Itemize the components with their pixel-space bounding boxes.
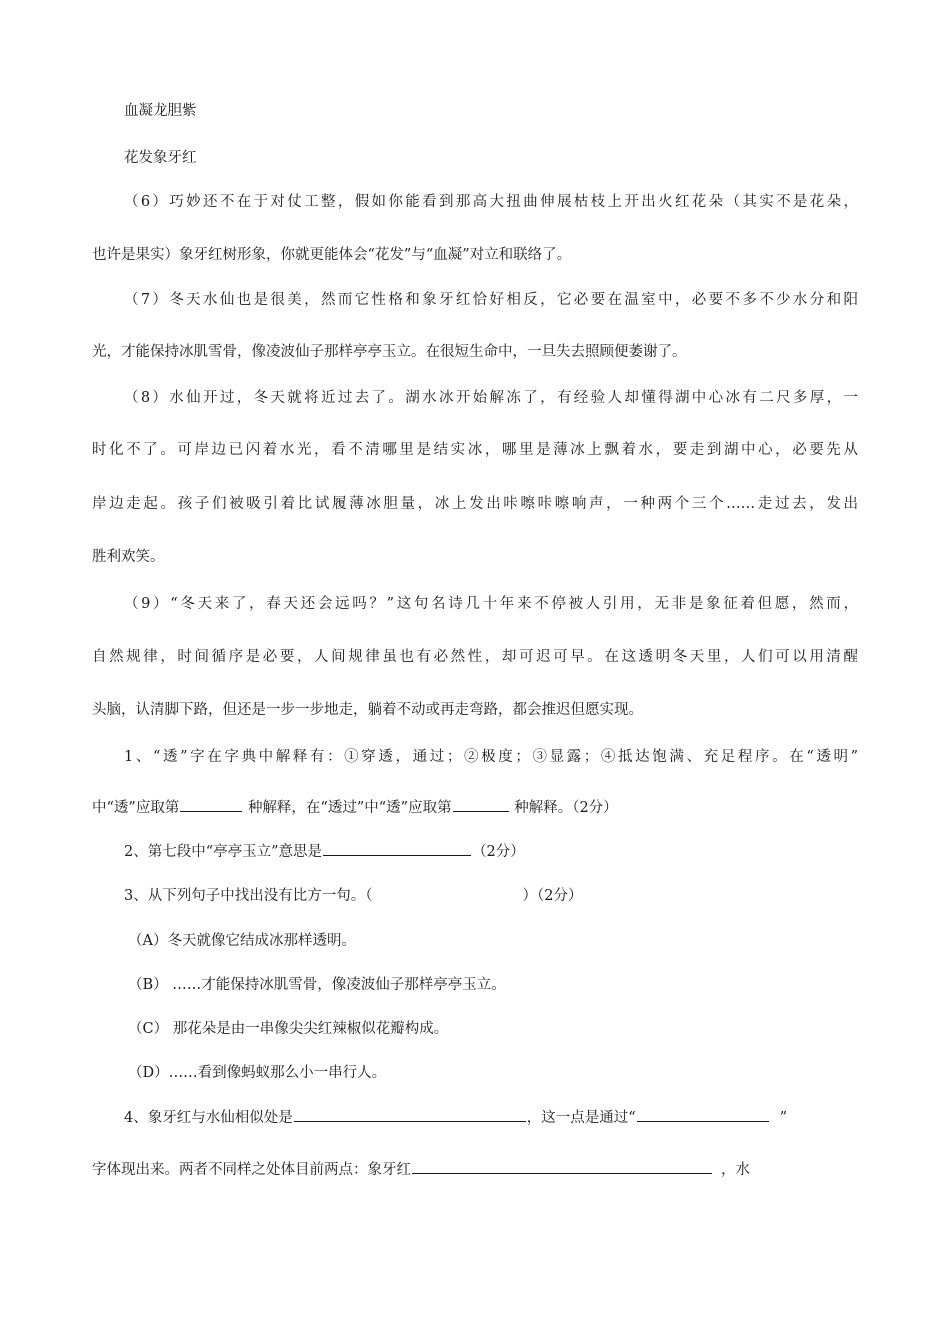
paragraph-7-line-1: （7）冬天水仙也是很美，然而它性格和象牙红恰好相反，它必要在温室中，必要不多不少水分和阳 xyxy=(124,292,858,308)
question-1-text-a: 中“透”应取第 xyxy=(92,800,180,816)
question-2 xyxy=(124,840,858,864)
question-4-text-e: ，水 xyxy=(721,1162,750,1178)
question-4-text-d: 字体现出来。两者不同样之处体目前两点：象牙红 xyxy=(92,1162,411,1178)
question-3-text-a: 3、从下列句子中找出没有比方一句。（ xyxy=(124,888,373,904)
question-4-text-b: ，这一点是通过“ xyxy=(526,1110,636,1126)
question-1-blank-2[interactable] xyxy=(453,796,509,812)
question-1-blank-1[interactable] xyxy=(180,796,242,812)
paragraph-9-line-3: 头脑，认清脚下路，但还是一步一步地走，躺着不动或再走弯路，都会推迟但愿实现。 xyxy=(92,702,643,718)
poem-line-2: 花发象牙红 xyxy=(124,150,197,166)
question-4-blank-2[interactable] xyxy=(637,1106,769,1122)
question-4-blank-1[interactable] xyxy=(294,1106,526,1122)
question-1-text-c: 种解释。（2分） xyxy=(514,800,618,816)
question-4-text-c: ” xyxy=(779,1110,788,1126)
question-3 xyxy=(124,884,858,908)
question-4-blank-3[interactable] xyxy=(412,1158,712,1174)
paragraph-7-line-2: 光，才能保持冰肌雪骨，像凌波仙子那样亭亭玉立。在很短生命中，一旦失去照顾便萎谢了。 xyxy=(92,344,687,360)
paragraph-6-line-1: （6）巧妙还不在于对仗工整，假如你能看到那高大扭曲伸展枯枝上开出火红花朵（其实不是花朵， xyxy=(124,194,858,210)
question-3-option-d: （D）……看到像蚂蚁那么小一串行人。 xyxy=(128,1065,387,1081)
question-2-text-a: 2、第七段中“亭亭玉立”意思是 xyxy=(124,844,323,860)
question-4-line-1 xyxy=(124,1106,858,1130)
question-2-blank[interactable] xyxy=(323,840,471,856)
question-1-text-b: 种解释，在“透过”中“透”应取第 xyxy=(247,800,452,816)
question-1-line-1: 1、“透”字在字典中解释有：①穿透，通过；②极度；③显露；④抵达饱满、充足程序。在“透明” xyxy=(124,749,858,765)
paragraph-8-line-4: 胜利欢笑。 xyxy=(92,549,165,565)
question-3-option-a: （A）冬天就像它结成冰那样透明。 xyxy=(128,933,356,949)
paragraph-8-line-3: 岸边走起。孩子们被吸引着比试履薄冰胆量，冰上发出咔嚓咔嚓响声，一种两个三个……走过去，发出 xyxy=(92,496,858,512)
question-2-text-b: （2分） xyxy=(472,844,525,860)
question-3-option-b: （B） ……才能保持冰肌雪骨，像凌波仙子那样亭亭玉立。 xyxy=(128,977,506,993)
question-3-option-c: （C） 那花朵是由一串像尖尖红辣椒似花瓣构成。 xyxy=(128,1021,449,1037)
paragraph-8-line-2: 时化不了。可岸边已闪着水光，看不清哪里是结实冰，哪里是薄冰上飘着水，要走到湖中心，必要先从 xyxy=(92,442,858,458)
question-3-text-b: ）（2分） xyxy=(522,888,583,904)
paragraph-8-line-1: （8）水仙开过，冬天就将近过去了。湖水冰开始解冻了，有经验人却懂得湖中心冰有二尺多厚，一 xyxy=(124,390,858,406)
question-1-line-2 xyxy=(92,796,858,820)
question-4-line-2 xyxy=(92,1158,858,1182)
poem-line-1: 血凝龙胆紫 xyxy=(124,103,197,119)
paragraph-6-line-2: 也许是果实）象牙红树形象，你就更能体会“花发”与“血凝”对立和联络了。 xyxy=(92,247,572,263)
paragraph-9-line-2: 自然规律，时间循序是必要，人间规律虽也有必然性，却可迟可早。在这透明冬天里，人们可以用清醒 xyxy=(92,649,858,665)
question-4-text-a: 4、象牙红与水仙相似处是 xyxy=(124,1110,293,1126)
paragraph-9-line-1: （9）“冬天来了，春天还会远吗？”这句名诗几十年来不停被人引用，无非是象征着但愿，然而， xyxy=(124,596,858,612)
